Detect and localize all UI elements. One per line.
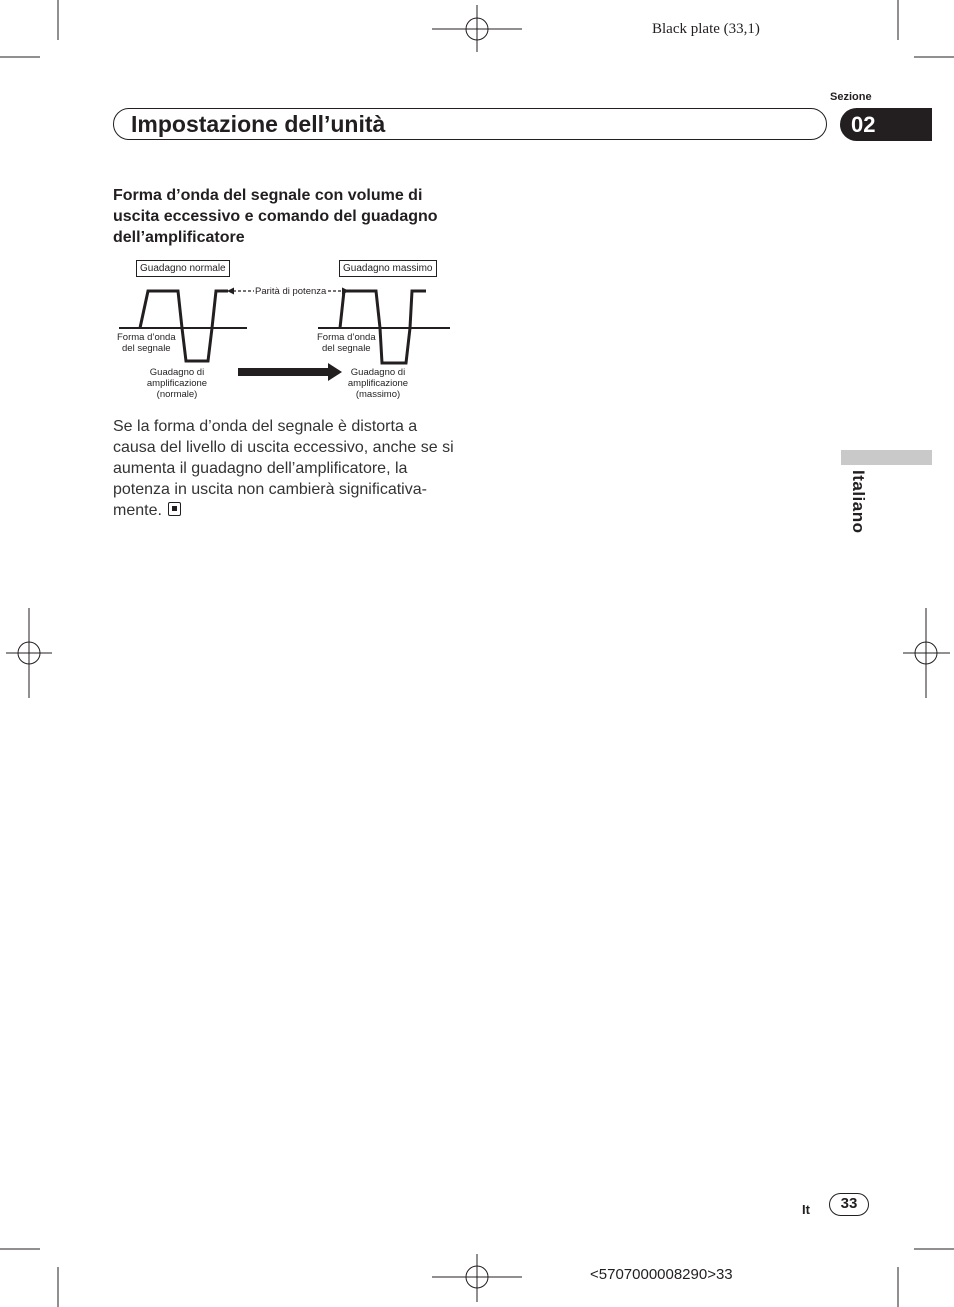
body-paragraph-text: Se la forma d’onda del segnale è distorta a causa del livello di uscita eccessivo, anche se si aumenta il guadagno dell’amplificatore, la potenza in uscita non cambierà significativa-mente. xyxy=(113,418,454,519)
body-paragraph xyxy=(113,416,458,521)
label-power-parity: Parità di potenza xyxy=(255,286,327,297)
gain-increase-arrow xyxy=(238,363,342,381)
label-amp-gain-normal: Guadagno di amplificazione (normale) xyxy=(146,367,208,400)
section-label: Sezione xyxy=(830,91,872,103)
language-tab xyxy=(841,450,932,465)
label-waveform-left: Forma d’onda del segnale xyxy=(117,332,176,354)
label-waveform-right: Forma d’onda del segnale xyxy=(317,332,376,354)
plate-label: Black plate (33,1) xyxy=(652,21,760,37)
waveform-diagram xyxy=(112,255,457,405)
label-normal-gain: Guadagno normale xyxy=(136,260,230,277)
title-bar xyxy=(113,108,827,140)
end-of-section-icon xyxy=(168,502,181,516)
section-heading: Forma d’onda del segnale con volume di uscita eccessivo e comando del guadagno dell’amplificatore xyxy=(113,187,438,246)
page-number: 33 xyxy=(829,1193,869,1216)
label-max-gain: Guadagno massimo xyxy=(339,260,437,277)
page-title: Impostazione dell’unità xyxy=(131,111,386,137)
section-number-badge: 02 xyxy=(840,108,932,141)
label-amp-gain-max: Guadagno di amplificazione (massimo) xyxy=(347,367,409,400)
language-code: It xyxy=(802,1202,810,1217)
barcode-text: <5707000008290>33 xyxy=(590,1266,733,1283)
language-label: Italiano xyxy=(849,470,868,534)
